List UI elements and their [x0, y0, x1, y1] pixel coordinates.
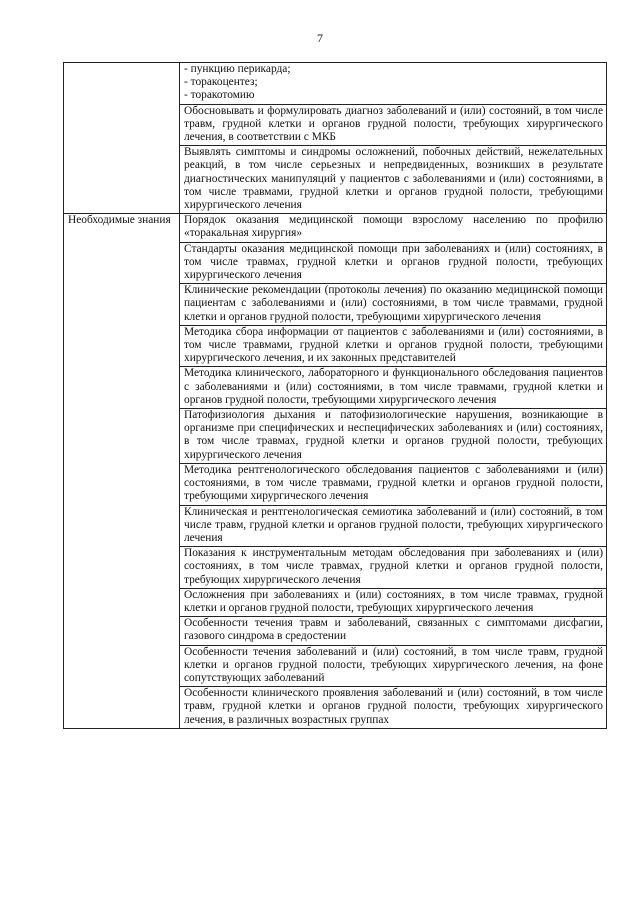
table-cell: Методика сбора информации от пациентов с заболеваниями и (или) состояниями, в том числе травмами, грудной клетки и органов грудной полости, требующими хирургического лечения, и их законных представителей: [180, 325, 607, 367]
table-cell: Методика рентгенологического обследования пациентов с заболеваниями и (или) состояниями, в том числе травмами, грудной клетки и органов грудной полости, требующими хирургического лечения: [180, 463, 607, 505]
list-item: - торакоцентез;: [184, 76, 258, 89]
table-cell: Клинические рекомендации (протоколы лечения) по оказанию медицинской помощи пациентам с заболеваниями и (или) состояниями, в том числе травмами, грудной клетки и органов грудной полости, требующими хирургического лечения: [180, 284, 607, 326]
table-cell: Методика клинического, лабораторного и функционального обследования пациентов с заболеваниями и (или) состояниями, в том числе травмами, грудной клетки и органов грудной полости, требующими хирургического лечения: [180, 367, 607, 409]
skills-label-cell: [64, 63, 180, 214]
table-cell: Стандарты оказания медицинской помощи при заболеваниях и (или) состояниях, в том числе травмах, грудной клетки и органов грудной полости, требующих хирургического лечения: [180, 242, 607, 284]
list-cell: [180, 63, 607, 105]
table-cell: Клиническая и рентгенологическая семиотика заболеваний и (или) состояний, в том числе травм, грудной клетки и органов грудной полости, требующих хирургического лечения: [180, 505, 607, 547]
list-item: - пункцию перикарда;: [184, 63, 291, 75]
table-cell: Показания к инструментальным методам обследования при заболеваниях и (или) состояниях, в том числе травмах, грудной клетки и органов грудной полости, требующих хирургического лечения: [180, 547, 607, 589]
table-cell: Особенности клинического проявления заболеваний и (или) состояний, в том числе травм, грудной клетки и органов грудной полости, требующих хирургического лечения, в различных возрастных группах: [180, 687, 607, 729]
table-row: [64, 63, 607, 105]
list-item: - торакотомию: [184, 89, 255, 102]
table-cell: Выявлять симптомы и синдромы осложнений, побочных действий, нежелательных реакций, в том числе серьезных и непредвиденных, возникших в результате диагностических манипуляций у пациентов с заболеваниями и (или) состояниями, в том числе травмами, грудной клетки и органов грудной полости, требующими хирургического лечения: [180, 146, 607, 214]
knowledge-label-cell: Необходимые знания: [64, 214, 180, 729]
table-cell: Осложнения при заболеваниях и (или) состояниях, в том числе травмах, грудной клетки и органов грудной полости, требующих хирургического лечения: [180, 588, 607, 616]
table-cell: Порядок оказания медицинской помощи взрослому населению по профилю «торакальная хирургия»: [180, 214, 607, 242]
table-row: [64, 214, 607, 242]
table-cell: Особенности течения травм и заболеваний, связанных с симптомами дисфагии, газового синдрома в средостении: [180, 617, 607, 645]
page-number: 7: [317, 31, 323, 45]
competency-table: [63, 62, 607, 729]
table-cell: Особенности течения заболеваний и (или) состояний, в том числе травм, грудной клетки и органов грудной полости, требующих хирургического лечения, на фоне сопутствующих заболеваний: [180, 645, 607, 687]
table-cell: Патофизиология дыхания и патофизиологические нарушения, возникающие в организме при специфических и неспецифических заболеваниях и (или) состояниях, в том числе травмах, грудной клетки и органов грудной полости, требующих хирургического лечения: [180, 409, 607, 464]
table-cell: Обосновывать и формулировать диагноз заболеваний и (или) состояний, в том числе травм, грудной клетки и органов грудной полости, требующих хирургического лечения, в соответствии с МКБ: [180, 104, 607, 146]
